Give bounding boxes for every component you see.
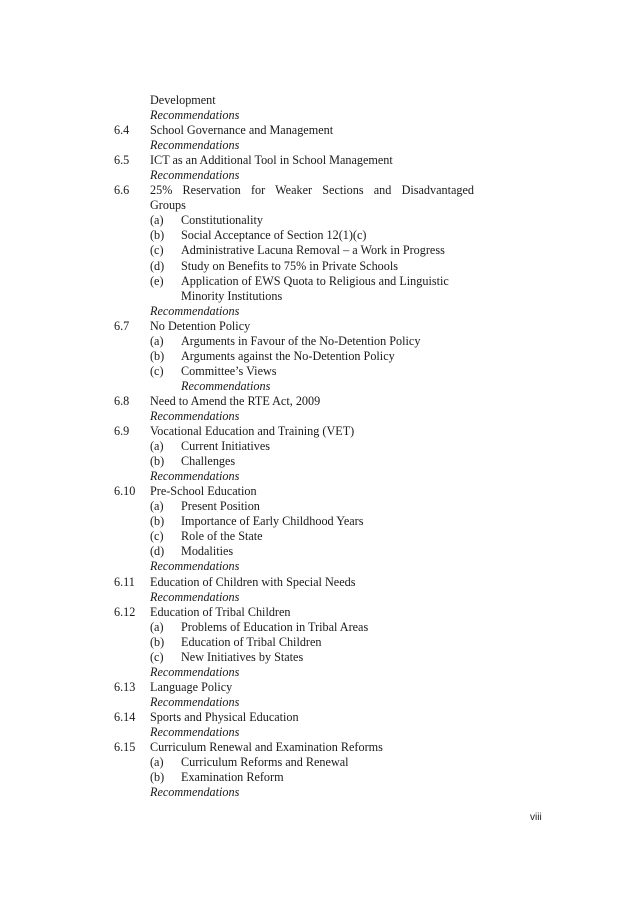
recommendations-label: Recommendations [150, 724, 240, 739]
subsection-title: Study on Benefits to 75% in Private Schools [181, 258, 398, 273]
subsection-letter: (c) [150, 529, 164, 544]
section-number: 6.13 [114, 679, 136, 694]
section-title: Pre-School Education [150, 484, 257, 499]
subsection-letter: (c) [150, 363, 164, 378]
subsection-letter: (c) [150, 649, 164, 664]
subsection-title: Current Initiatives [181, 439, 271, 454]
toc-row [114, 108, 484, 123]
toc-row [114, 695, 484, 710]
subsection-letter: (a) [150, 213, 164, 228]
subsection-letter: (b) [150, 228, 165, 243]
section-title: 25% Reservation for Weaker Sections and Disadvantaged [150, 183, 474, 198]
section-number: 6.7 [114, 318, 130, 333]
toc-row [114, 559, 484, 574]
recommendations-label: Recommendations [150, 785, 240, 800]
section-title: Need to Amend the RTE Act, 2009 [150, 393, 321, 408]
recommendations-label: Recommendations [150, 664, 240, 679]
toc-row [114, 304, 484, 319]
subsection-title: Role of the State [181, 529, 263, 544]
toc-row [114, 243, 484, 258]
recommendations-label: Recommendations [181, 378, 271, 393]
section-title: No Detention Policy [150, 318, 251, 333]
table-of-contents [114, 93, 484, 800]
toc-row [114, 650, 484, 665]
toc-row [114, 529, 484, 544]
subsection-letter: (d) [150, 544, 165, 559]
toc-row [114, 93, 484, 108]
toc-row [114, 590, 484, 605]
toc-row [114, 289, 484, 304]
toc-row [114, 274, 484, 289]
section-number: 6.12 [114, 604, 136, 619]
toc-row [114, 514, 484, 529]
page-number: viii [530, 812, 542, 823]
recommendations-label: Recommendations [150, 589, 240, 604]
subsection-title: Minority Institutions [181, 288, 283, 303]
toc-row [114, 469, 484, 484]
subsection-letter: (a) [150, 333, 164, 348]
subsection-letter: (b) [150, 348, 165, 363]
toc-row [114, 454, 484, 469]
recommendations-label: Recommendations [150, 469, 240, 484]
recommendations-label: Recommendations [150, 138, 240, 153]
subsection-letter: (e) [150, 273, 164, 288]
toc-row [114, 665, 484, 680]
subsection-title: Arguments against the No-Detention Policy [181, 348, 395, 363]
section-title: Education of Tribal Children [150, 604, 291, 619]
toc-row [114, 725, 484, 740]
toc-row [114, 183, 484, 198]
subsection-title: Modalities [181, 544, 234, 559]
subsection-title: Social Acceptance of Section 12(1)(c) [181, 228, 367, 243]
toc-row [114, 740, 484, 755]
subsection-title: Application of EWS Quota to Religious and Linguistic [181, 273, 449, 288]
recommendations-label: Recommendations [150, 303, 240, 318]
subsection-letter: (a) [150, 499, 164, 514]
subsection-title: Administrative Lacuna Removal – a Work in Progress [181, 243, 445, 258]
toc-row [114, 213, 484, 228]
recommendations-label: Recommendations [150, 559, 240, 574]
toc-row [114, 409, 484, 424]
toc-row [114, 319, 484, 334]
subsection-letter: (a) [150, 439, 164, 454]
subsection-title: Challenges [181, 454, 236, 469]
toc-row [114, 364, 484, 379]
toc-row [114, 228, 484, 243]
subsection-title: Problems of Education in Tribal Areas [181, 619, 369, 634]
section-title: Education of Children with Special Needs [150, 574, 356, 589]
subsection-letter: (a) [150, 619, 164, 634]
toc-row [114, 424, 484, 439]
section-title: Development [150, 93, 216, 107]
subsection-title: Curriculum Reforms and Renewal [181, 755, 349, 770]
toc-row [114, 635, 484, 650]
subsection-letter: (b) [150, 770, 165, 785]
toc-row [114, 198, 484, 213]
toc-row [114, 349, 484, 364]
subsection-title: Present Position [181, 499, 260, 514]
section-number: 6.8 [114, 393, 130, 408]
subsection-title: Examination Reform [181, 770, 284, 785]
toc-row [114, 620, 484, 635]
toc-row [114, 680, 484, 695]
toc-row [114, 334, 484, 349]
section-number: 6.4 [114, 123, 130, 138]
subsection-letter: (b) [150, 634, 165, 649]
section-title: Sports and Physical Education [150, 709, 299, 724]
toc-row [114, 439, 484, 454]
toc-row [114, 123, 484, 138]
recommendations-label: Recommendations [150, 168, 240, 183]
section-title: School Governance and Management [150, 123, 334, 138]
subsection-title: Arguments in Favour of the No-Detention Policy [181, 333, 421, 348]
toc-row [114, 259, 484, 274]
section-number: 6.9 [114, 424, 130, 439]
toc-row [114, 138, 484, 153]
toc-row [114, 499, 484, 514]
subsection-title: New Initiatives by States [181, 649, 304, 664]
toc-row [114, 710, 484, 725]
section-title: Curriculum Renewal and Examination Reforms [150, 740, 383, 755]
subsection-letter: (c) [150, 243, 164, 258]
section-title: ICT as an Additional Tool in School Management [150, 153, 393, 168]
toc-row [114, 394, 484, 409]
recommendations-label: Recommendations [150, 408, 240, 423]
toc-row [114, 484, 484, 499]
toc-row [114, 168, 484, 183]
subsection-letter: (b) [150, 514, 165, 529]
toc-row [114, 785, 484, 800]
section-number: 6.11 [114, 574, 135, 589]
subsection-letter: (d) [150, 258, 165, 273]
recommendations-label: Recommendations [150, 108, 240, 123]
toc-row [114, 755, 484, 770]
subsection-title: Education of Tribal Children [181, 634, 322, 649]
section-number: 6.14 [114, 709, 136, 724]
subsection-title: Importance of Early Childhood Years [181, 514, 364, 529]
section-title: Groups [150, 198, 186, 213]
toc-row [114, 770, 484, 785]
toc-row [114, 544, 484, 559]
section-number: 6.6 [114, 183, 130, 198]
subsection-title: Committee’s Views [181, 363, 277, 378]
toc-row [114, 605, 484, 620]
subsection-letter: (a) [150, 755, 164, 770]
section-title: Vocational Education and Training (VET) [150, 424, 355, 439]
subsection-title: Constitutionality [181, 213, 263, 228]
subsection-letter: (b) [150, 454, 165, 469]
section-number: 6.10 [114, 484, 136, 499]
toc-row [114, 153, 484, 168]
toc-row [114, 575, 484, 590]
section-number: 6.5 [114, 153, 130, 168]
toc-row [114, 379, 484, 394]
section-title: Language Policy [150, 679, 233, 694]
section-number: 6.15 [114, 740, 136, 755]
recommendations-label: Recommendations [150, 694, 240, 709]
